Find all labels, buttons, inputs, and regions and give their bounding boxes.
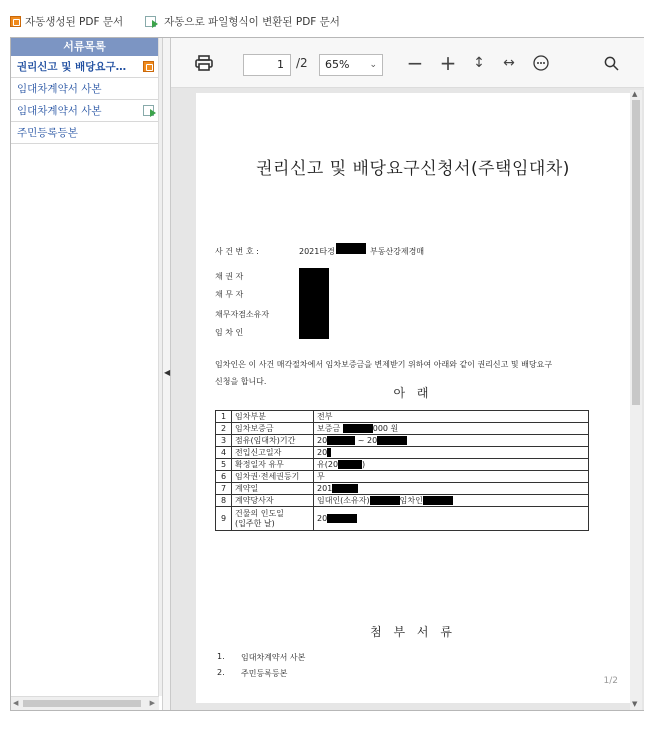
party-label-tenant: 임 차 인 xyxy=(215,328,244,337)
table-row xyxy=(216,423,589,435)
table-row xyxy=(216,435,589,447)
redaction-box xyxy=(327,514,357,523)
row-item: 계약당사자 xyxy=(232,495,314,507)
table-row xyxy=(216,495,589,507)
viewer-toolbar xyxy=(171,38,644,88)
scrollbar-thumb[interactable] xyxy=(23,700,141,707)
document-item-label: 임대차계약서 사본 xyxy=(17,83,102,95)
attachments-heading: 첨 부 서 류 xyxy=(370,625,456,639)
redaction-box xyxy=(327,436,355,445)
row-item: 임차보증금 xyxy=(232,423,314,435)
viewer-vertical-scrollbar[interactable] xyxy=(630,90,642,710)
row-value-text: 전부 xyxy=(317,412,333,421)
row-item: 점유(임대차)기간 xyxy=(232,435,314,447)
row-number: 5 xyxy=(216,459,232,471)
row-number: 3 xyxy=(216,435,232,447)
row-item: 전입신고일자 xyxy=(232,447,314,459)
scroll-up-arrow-icon[interactable]: ▲ xyxy=(632,90,638,98)
document-item-rights-claim[interactable] xyxy=(11,56,158,78)
body-text-line-1: 임차인은 이 사건 매각절차에서 임차보증금을 변제받기 위하여 아래와 같이 권리신고 및 배당요구 xyxy=(215,360,553,369)
fit-width-button[interactable] xyxy=(495,38,523,88)
party-label-creditor: 채 권 자 xyxy=(215,272,244,281)
row-value-text: 201 xyxy=(317,484,333,493)
panel-splitter[interactable] xyxy=(162,38,170,710)
row-value-tail: 000 원 xyxy=(372,424,399,433)
row-number: 1 xyxy=(216,411,232,423)
row-number: 2 xyxy=(216,423,232,435)
table-row xyxy=(216,411,589,423)
row-value-tail: ~ 20 xyxy=(357,436,378,445)
below-heading: 아 래 xyxy=(393,386,433,400)
document-list-horizontal-scrollbar[interactable] xyxy=(11,696,159,710)
document-item-lease-contract[interactable] xyxy=(11,78,158,100)
row-value-text: 20 xyxy=(317,514,328,523)
document-list xyxy=(11,56,158,144)
row-value xyxy=(314,435,589,447)
zoom-in-button[interactable] xyxy=(434,38,462,88)
row-value-text: 유(20 xyxy=(317,460,339,469)
table-row xyxy=(216,447,589,459)
zoom-value: 65% xyxy=(325,58,350,71)
scroll-left-arrow-icon[interactable]: ◀ xyxy=(13,699,19,707)
case-number-label: 사 건 번 호 : xyxy=(215,247,259,256)
table-row xyxy=(216,483,589,495)
document-title: 권리신고 및 배당요구신청서(주택임대차) xyxy=(256,159,570,179)
document-item-lease-contract-converted[interactable] xyxy=(11,100,158,122)
scrollbar-thumb[interactable] xyxy=(632,100,640,405)
plus-icon: + xyxy=(439,51,457,75)
document-item-label: 주민등록등본 xyxy=(17,127,78,139)
zoom-select[interactable] xyxy=(319,54,383,76)
case-number-prefix: 2021타경 xyxy=(299,247,335,256)
legend-auto-label: 자동생성된 PDF 문서 xyxy=(25,16,124,28)
zoom-out-button[interactable] xyxy=(401,38,429,88)
row-value-text: 보증금 xyxy=(317,424,341,433)
print-icon xyxy=(195,55,213,71)
row-value-text: 무 xyxy=(317,472,325,481)
row-value-tail: 임차인 xyxy=(399,496,423,505)
pdf-page xyxy=(196,93,630,703)
row-value-text: 20 xyxy=(317,448,328,457)
row-value xyxy=(314,411,589,423)
more-options-button[interactable] xyxy=(527,38,555,88)
attachment-number: 2. xyxy=(217,668,225,677)
body-text-line-2: 신청을 합니다. xyxy=(215,377,267,386)
table-row xyxy=(216,459,589,471)
redaction-box xyxy=(423,496,453,505)
party-label-debtor-owner: 채무자겸소유자 xyxy=(215,310,270,319)
document-item-resident-registration[interactable] xyxy=(11,122,158,144)
collapse-panel-icon[interactable]: ◀ xyxy=(164,368,171,377)
main-frame xyxy=(10,37,644,711)
row-value xyxy=(314,423,589,435)
document-item-label: 임대차계약서 사본 xyxy=(17,105,102,117)
fit-height-button[interactable] xyxy=(466,38,492,88)
page-total: /2 xyxy=(296,56,308,70)
fit-width-icon: ↔ xyxy=(503,55,515,71)
document-list-header: 서류목록 xyxy=(11,38,158,56)
fit-height-icon: ↕ xyxy=(473,55,485,71)
row-value xyxy=(314,471,589,483)
row-number: 6 xyxy=(216,471,232,483)
row-item: 임차부분 xyxy=(232,411,314,423)
row-item: 확정일자 유무 xyxy=(232,459,314,471)
case-number-suffix: 부동산강제경매 xyxy=(370,247,425,256)
row-value-text: 임대인(소유자) xyxy=(317,496,370,505)
row-value-text: 20 xyxy=(317,436,328,445)
chevron-down-icon: ⌄ xyxy=(369,60,377,70)
redaction-box xyxy=(338,460,362,469)
redaction-box xyxy=(377,436,407,445)
search-icon xyxy=(604,56,619,71)
row-item: 계약일 xyxy=(232,483,314,495)
row-value-tail: ) xyxy=(362,460,366,469)
redaction-box xyxy=(327,448,331,457)
page-number-input[interactable]: 1 xyxy=(243,54,291,76)
redaction-box xyxy=(370,496,400,505)
legend-converted-label: 자동으로 파일형식이 변환된 PDF 문서 xyxy=(164,16,340,28)
document-list-panel xyxy=(11,38,171,710)
table-row xyxy=(216,507,589,531)
row-value xyxy=(314,459,589,471)
scroll-right-arrow-icon[interactable]: ▶ xyxy=(149,699,155,707)
row-number: 7 xyxy=(216,483,232,495)
more-options-icon xyxy=(533,55,549,71)
minus-icon: − xyxy=(406,51,424,75)
row-value xyxy=(314,483,589,495)
row-number: 4 xyxy=(216,447,232,459)
redaction-box xyxy=(299,268,329,339)
row-item: 임차권·전세권등기 xyxy=(232,471,314,483)
attachment-label: 주민등록등본 xyxy=(241,669,288,678)
attachment-label: 임대차계약서 사본 xyxy=(241,653,306,662)
redaction-box xyxy=(332,484,358,493)
print-button[interactable] xyxy=(189,38,219,88)
party-label-debtor: 채 무 자 xyxy=(215,290,244,299)
table-row xyxy=(216,471,589,483)
row-number: 9 xyxy=(216,507,232,531)
legend xyxy=(10,14,340,29)
redaction-box xyxy=(343,424,373,433)
search-button[interactable] xyxy=(596,38,626,88)
row-value xyxy=(314,447,589,459)
converted-pdf-icon xyxy=(145,16,156,27)
document-item-label: 권리신고 및 배당요구… xyxy=(17,61,127,73)
row-item: 건물의 인도일 (입주한 날) xyxy=(232,507,314,531)
redaction-box xyxy=(336,243,366,254)
page-indicator: 1/2 xyxy=(603,676,618,686)
row-value xyxy=(314,495,589,507)
row-value xyxy=(314,507,589,531)
auto-pdf-icon xyxy=(10,16,21,27)
scroll-down-arrow-icon[interactable]: ▼ xyxy=(632,700,638,708)
pdf-viewer xyxy=(171,38,644,710)
converted-pdf-icon xyxy=(143,105,154,116)
row-number: 8 xyxy=(216,495,232,507)
auto-pdf-icon xyxy=(143,61,154,72)
attachment-number: 1. xyxy=(217,652,225,661)
lease-details-table xyxy=(215,410,589,531)
